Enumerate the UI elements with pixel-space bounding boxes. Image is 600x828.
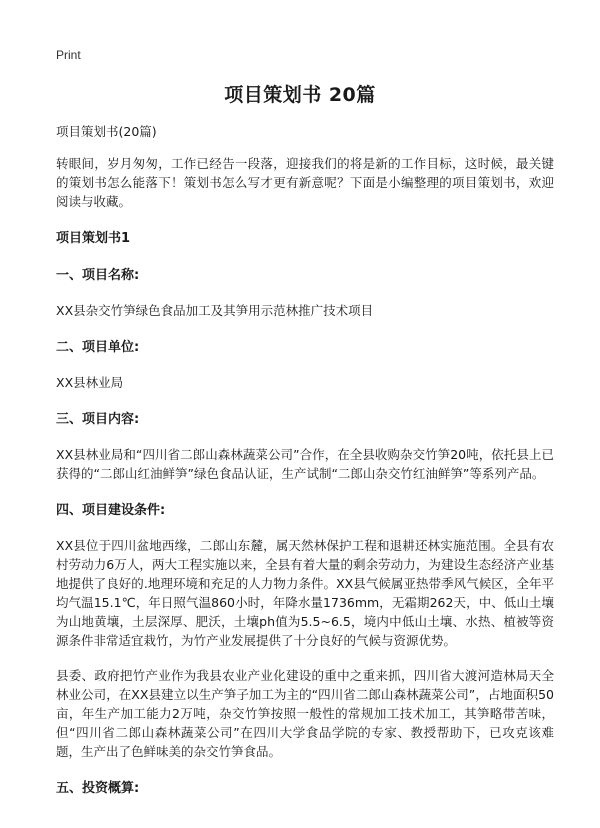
- heading-project-content: 三、项目内容:: [56, 412, 140, 427]
- paragraph-conditions-2: 县委、政府把竹产业作为我县农业产业化建设的重中之重来抓，四川省大渡河造林局天全林业公司，在XX县建立以生产笋子加工为主的“四川省二郎山森林蔬菜公司”，占地面积50亩，年生产加工能力2万吨，杂交竹笋按照一般性的常规加工技术加工，其笋略带苦味，但“四川省二郎山森林蔬菜公司”在四川大学食品学院的专家、教授帮助下，已攻克该难题，生产出了色鲜味美的杂交竹笋食品。: [56, 668, 554, 759]
- heading-investment: 五、投资概算:: [56, 781, 140, 796]
- print-link[interactable]: Print: [56, 48, 81, 62]
- document-subtitle: 项目策划书(20篇): [56, 124, 157, 139]
- intro-paragraph: 转眼间，岁月匆匆，工作已经告一段落，迎接我们的将是新的工作目标，这时候，最关键的策划书怎么能落下！策划书怎么写才更有新意呢？下面是小编整理的项目策划书，欢迎阅读与收藏。: [56, 156, 554, 209]
- document-body: [56, 122, 554, 814]
- heading-project-conditions: 四、项目建设条件:: [56, 503, 166, 518]
- heading-project-name: 一、项目名称:: [56, 268, 140, 283]
- paragraph-project-unit: XX县林业局: [56, 375, 124, 390]
- paragraph-project-name: XX县杂交竹笋绿色食品加工及其笋用示范林推广技术项目: [56, 303, 374, 318]
- page-title: 项目策划书 20篇: [224, 84, 376, 106]
- paragraph-project-content: XX县林业局和“四川省二郎山森林蔬菜公司”合作，在全县收购杂交竹笋20吨，依托县上已获得的“二郎山红油鲜笋”绿色食品认证，生产试制“二郎山杂交竹红油鲜笋”等系列产品。: [56, 447, 554, 481]
- heading-project-unit: 二、项目单位:: [56, 340, 140, 355]
- paragraph-conditions-1: XX县位于四川盆地西缘，二郎山东麓，属天然林保护工程和退耕还林实施范围。全县有农村劳动力6万人，两大工程实施以来，全县有着大量的剩余劳动力，为建设生态经济产业基地提供了良好的.地理环境和充足的人力物力条件。XX县气候属亚热带季风气候区，全年平均气温15.1℃，年日照气温860小时，年降水量1736mm，无霜期262天，中、低山土壤为山地黄壤，土层深厚、肥沃，土壤ph值为5.5~6.5，境内中低山土壤、水热、植被等资源条件非常适宜栽竹，为竹产业发展提供了十分良好的气候与资源优势。: [56, 538, 554, 648]
- section-title: 项目策划书1: [56, 231, 131, 246]
